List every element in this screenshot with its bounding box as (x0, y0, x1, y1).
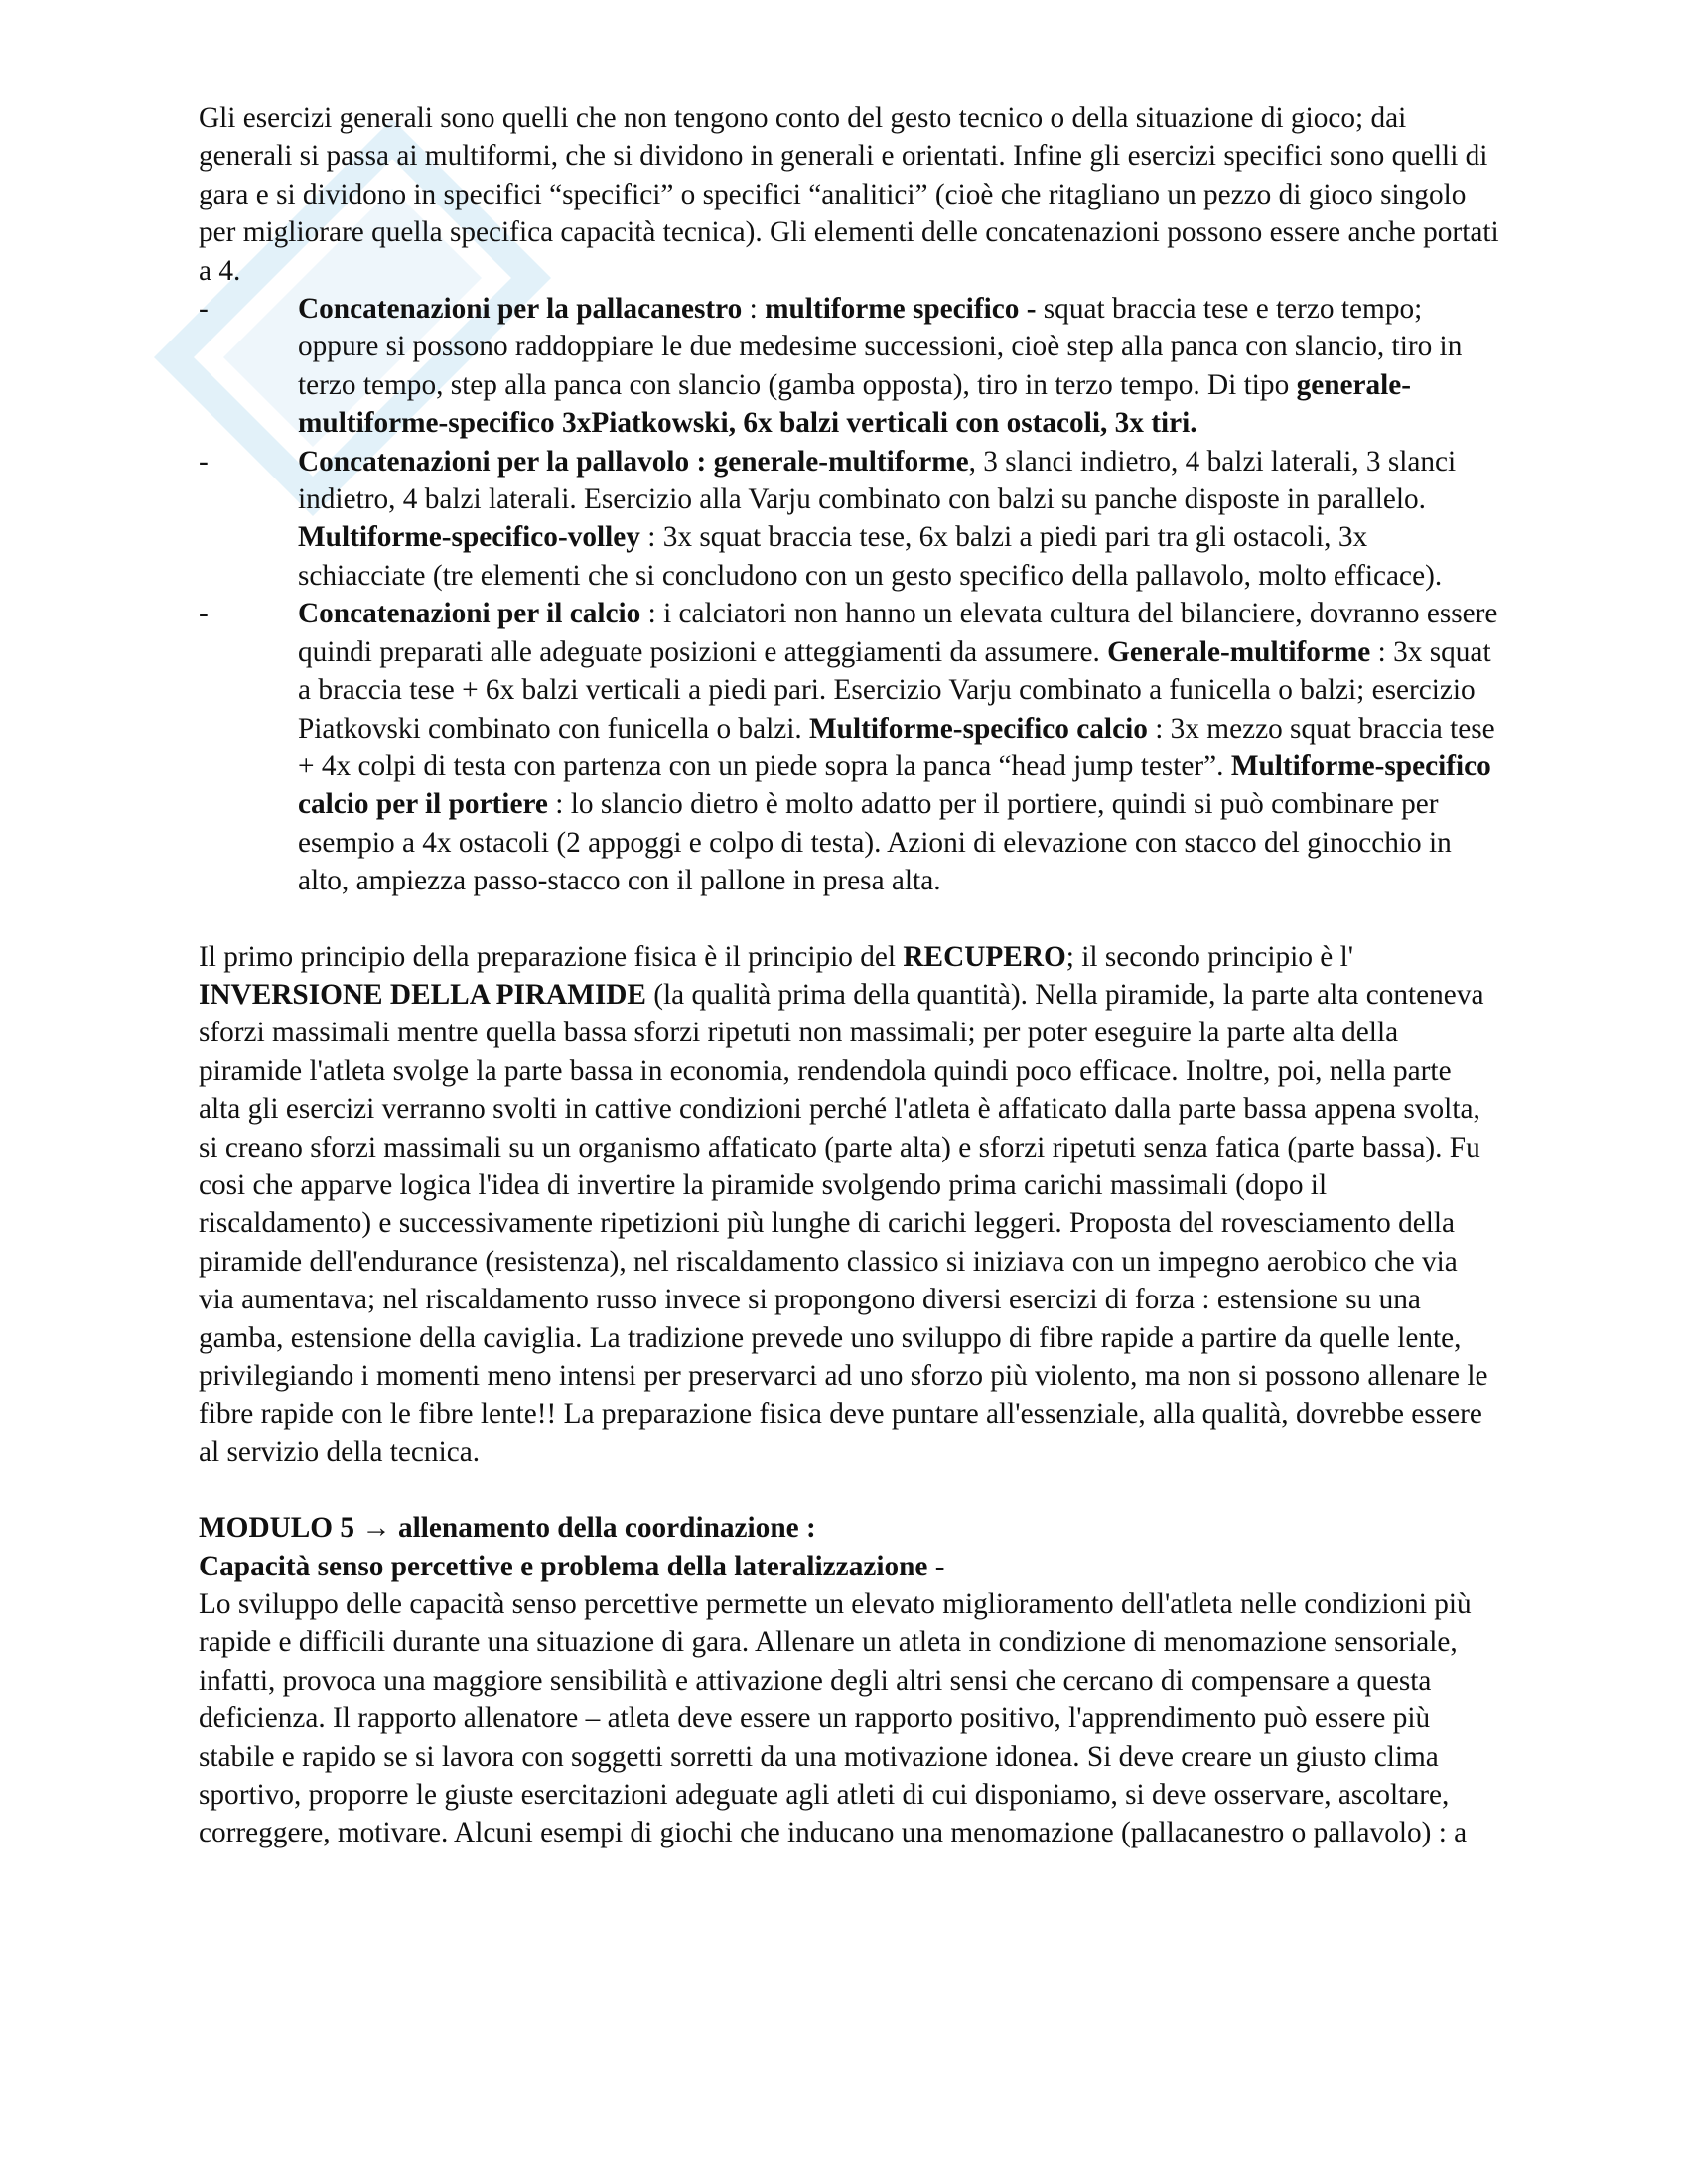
document-page (199, 99, 1499, 1852)
module5-title-text: MODULO 5 → allenamento della coordinazione : (199, 1512, 816, 1545)
intro-text: Gli esercizi generali sono quelli che non tengono conto del gesto tecnico o della situazione di gioco; dai generali si passa ai multiformi, che si dividono in generali e orientati. Infine gli esercizi specifici sono quelli di gara e si dividono in specifici “specifici” o specifici “analitici” (cioè che ritagliano un pezzo di gioco singolo per migliorare quella specifica capacità tecnica). (199, 102, 1488, 249)
calcio-bold-4: Multiforme-specifico calcio per il portiere (298, 750, 1491, 821)
intro-text-2: Gli elementi delle concatenazioni possono essere anche portati a 4. (199, 216, 1499, 287)
volley-bold-2: Multiforme-specifico-volley (298, 521, 640, 554)
module5-body: Lo sviluppo delle capacità senso percettive permette un elevato miglioramento dell'atleta nelle condizioni più rapide e difficili durante una situazione di gara. Allenare un atleta in condizione di menomazione sensoriale, infatti, provoca una maggiore sensibilità e attivazione degli altri sensi che cercano di compensare a questa deficienza. Il rapporto allenatore – atleta deve essere un rapporto positivo, l'apprendimento può essere più stabile e rapido se si lavora con soggetti sorretti da una motivazione idonea. Si deve creare un giusto clima sportivo, proporre le giuste esercitazioni adeguate agli atleti di cui disponiamo, si deve osservare, ascoltare, correggere, motivare. Alcuni esempi di giochi che inducano una menomazione (pallacanestro o pallavolo) : a (199, 1588, 1472, 1849)
paragraph-gap (199, 900, 1499, 938)
calcio-text-3: : 3x mezzo squat braccia tese + 4x colpi di testa con partenza con un piede sopra la panca “head jump tester”. (298, 712, 1495, 782)
dash-bullet: - (199, 293, 209, 326)
list-item-calcio (199, 595, 1499, 899)
concatenation-list (199, 290, 1499, 900)
dash-bullet: - (199, 598, 209, 630)
inversione-term: INVERSIONE DELLA PIRAMIDE (199, 978, 646, 1011)
principles-text-1: Il primo principio della preparazione fisica è il principio del (199, 940, 904, 973)
calcio-text-1: : i calciatori non hanno un elevata cultura del bilanciere, dovranno essere quindi preparati alle adeguate posizioni e atteggiamenti da assumere. (298, 598, 1498, 668)
module5-subtitle (199, 1548, 1499, 1585)
module5-subtitle-text: Capacità senso percettive e problema della lateralizzazione - (199, 1550, 945, 1582)
paragraph-gap (199, 1471, 1499, 1509)
volley-heading: Concatenazioni per la pallavolo : generale-multiforme (298, 445, 969, 478)
basket-text-1: : (742, 293, 766, 326)
principles-text-2: ; il secondo principio è l' (1065, 940, 1354, 973)
basket-bold-2: multiforme specifico - (765, 293, 1037, 326)
dash-bullet: - (199, 445, 209, 478)
list-item-basket (199, 290, 1499, 443)
basket-text-2: squat braccia tese e terzo tempo; oppure si possono raddoppiare le due medesime successioni, cioè step alla panca con slancio, tiro in terzo tempo, step alla panca con slancio (gamba opposta), tiro in terzo tempo. Di tipo (298, 293, 1463, 401)
principles-text-3: (la qualità prima della quantità). Nella piramide, la parte alta conteneva sforzi massimali mentre quella bassa sforzi ripetuti non massimali; per poter eseguire la parte alta della piramide l'atleta svolge la parte bassa in economia, rendendola quindi poco efficace. Inoltre, poi, nella parte alta gli esercizi verranno svolti in cattive condizioni perché l'atleta è affaticato dalla parte bassa appena svolta, si creano sforzi massimali su un organismo affaticato (parte alta) e sforzi ripetuti senza fatica (parte bassa). Fu cosi che apparve logica l'idea di invertire la piramide svolgendo prima carichi massimali (dopo il riscaldamento) e successivamente ripetizioni più lunghe di carichi leggeri. Proposta del rovesciamento della piramide dell'endurance (resistenza), nel riscaldamento classico si iniziava con un impegno aerobico che via via aumentava; nel riscaldamento russo invece si propongono diversi esercizi di forza : estensione su una gamba, estensione della caviglia. La tradizione prevede uno sviluppo di fibre rapide a partire da quelle lente, privilegiando i momenti meno intensi per preservarci ad uno sforzo più violento, ma non si possono allenare le fibre rapide con le fibre lente!! La preparazione fisica deve puntare all'essenziale, alla qualità, dovrebbe essere al servizio della tecnica. (199, 978, 1488, 1468)
calcio-bold-2: Generale-multiforme (1107, 635, 1371, 668)
principles-paragraph (199, 938, 1499, 1472)
volley-text-1: , 3 slanci indietro, 4 balzi laterali, 3 slanci indietro, 4 balzi laterali. Esercizio alla Varju combinato con balzi su panche disposte in parallelo. (298, 445, 1457, 516)
recupero-term: RECUPERO (903, 940, 1066, 973)
module5-title (199, 1509, 1499, 1547)
calcio-text-2: : 3x squat a braccia tese + 6x balzi verticali a piedi pari. Esercizio Varju combinato a funicella o balzi; esercizio Piatkovski combinato con funicella o balzi. (298, 635, 1491, 745)
calcio-text-4: : lo slancio dietro è molto adatto per il portiere, quindi si può combinare per esempio a 4x ostacoli (2 appoggi e colpo di testa). Azioni di elevazione con stacco del ginocchio in alto, ampiezza passo-stacco con il pallone in presa alta. (298, 788, 1452, 897)
calcio-heading: Concatenazioni per il calcio (298, 598, 641, 630)
intro-paragraph (199, 99, 1499, 290)
volley-text-2: : 3x squat braccia tese, 6x balzi a piedi pari tra gli ostacoli, 3x schiacciate (tre elementi che si concludono con un gesto specifico della pallavolo, molto efficace). (298, 521, 1443, 592)
basket-bold-3: generale-multiforme-specifico 3xPiatkowski, 6x balzi verticali con ostacoli, 3x tiri. (298, 368, 1412, 440)
list-item-volley (199, 443, 1499, 596)
basket-heading: Concatenazioni per la pallacanestro (298, 293, 743, 326)
calcio-bold-3: Multiforme-specifico calcio (809, 712, 1148, 745)
